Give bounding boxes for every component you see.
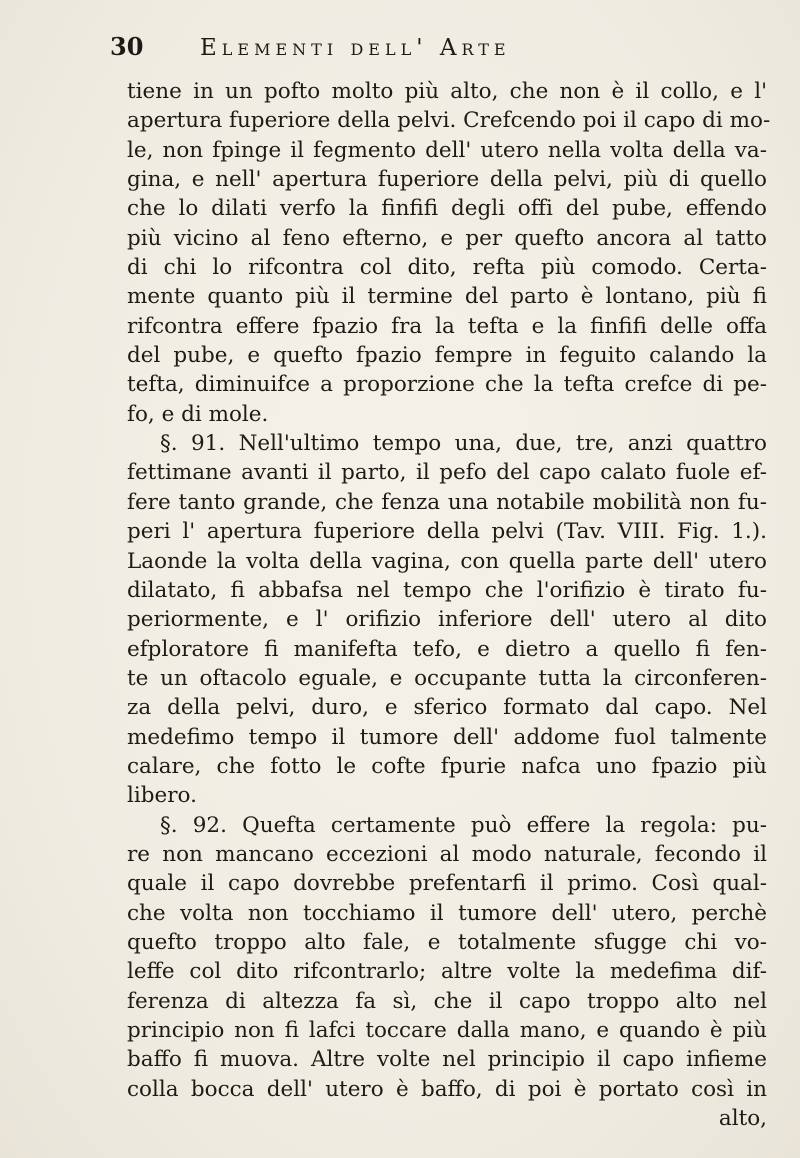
text-line: gina, e nell' apertura fuperiore della pelvi, più di quello — [127, 167, 767, 193]
text-line: rifcontra effere fpazio fra la tefta e la finfifi delle offa — [127, 313, 767, 339]
text-line: del pube, e quefto fpazio fempre in feguito calando la — [127, 343, 767, 369]
text-line: quefto troppo alto fale, e totalmente sfugge chi vo- — [127, 929, 767, 955]
body-text — [127, 77, 771, 1133]
page-number: 30 — [110, 32, 144, 61]
text-line: baffo fi muova. Altre volte nel principio il capo infieme — [127, 1047, 767, 1073]
text-line: che lo dilati verfo la finfifi degli offi del pube, effendo — [127, 196, 767, 222]
text-line: ferenza di altezza fa sì, che il capo troppo alto nel — [127, 988, 767, 1014]
text-line: colla bocca dell' utero è baffo, di poi è portato così in — [127, 1076, 767, 1102]
text-line: quale il capo dovrebbe prefentarfi il primo. Così qual- — [127, 871, 767, 897]
text-line: le, non fpinge il fegmento dell' utero nella volta della va- — [127, 137, 767, 163]
text-line: principio non fi lafci toccare dalla mano, e quando è più — [127, 1018, 767, 1043]
text-line: peri l' apertura fuperiore della pelvi (Tav. VIII. Fig. 1.). — [127, 519, 767, 545]
text-line: tiene in un pofto molto più alto, che non è il collo, e l' — [127, 79, 767, 104]
text-line: fettimane avanti il parto, il pefo del capo calato fuole ef- — [127, 460, 767, 486]
text-line: leffe col dito rifcontrarlo; altre volte la medefima dif- — [127, 959, 767, 985]
text-line: dilatato, fi abbafsa nel tempo che l'orifizio è tirato fu- — [127, 577, 767, 603]
running-title: Elementi dell' Arte — [200, 35, 511, 61]
text-line: re non mancano eccezioni al modo naturale, fecondo il — [127, 841, 767, 867]
text-line: apertura fuperiore della pelvi. Crefcendo poi il capo di mo- — [127, 108, 771, 134]
text-line: alto, — [718, 1106, 767, 1132]
text-line: più vicino al feno efterno, e per quefto ancora al tatto — [127, 225, 767, 251]
text-line: calare, che fotto le cofte fpurie nafca uno fpazio più — [127, 753, 767, 779]
page-header — [110, 32, 740, 72]
text-line: tefta, diminuifce a proporzione che la tefta crefce di pe- — [127, 372, 767, 398]
text-line: za della pelvi, duro, e sferico formato dal capo. Nel — [127, 695, 767, 721]
text-line: mente quanto più il termine del parto è lontano, più fi — [127, 284, 767, 310]
text-line: Laonde la volta della vagina, con quella parte dell' utero — [127, 548, 767, 574]
text-line: efploratore fi manifefta tefo, e dietro a quello fi fen- — [127, 636, 767, 662]
text-line: fo, e di mole. — [127, 401, 269, 427]
text-line: che volta non tocchiamo il tumore dell' utero, perchè — [127, 900, 767, 926]
text-line: di chi lo rifcontra col dito, refta più comodo. Certa- — [127, 255, 767, 281]
text-line: periormente, e l' orifizio inferiore dell' utero al dito — [127, 607, 767, 633]
text-line: §. 92. Quefta certamente può effere la regola: pu- — [160, 812, 767, 838]
text-line: medefimo tempo il tumore dell' addome fuol talmente — [127, 724, 767, 750]
text-line: fere tanto grande, che fenza una notabile mobilità non fu- — [127, 489, 767, 515]
text-line: te un oftacolo eguale, e occupante tutta la circonferen- — [127, 665, 767, 691]
text-line: §. 91. Nell'ultimo tempo una, due, tre, anzi quattro — [160, 431, 767, 457]
text-line: libero. — [127, 783, 197, 809]
